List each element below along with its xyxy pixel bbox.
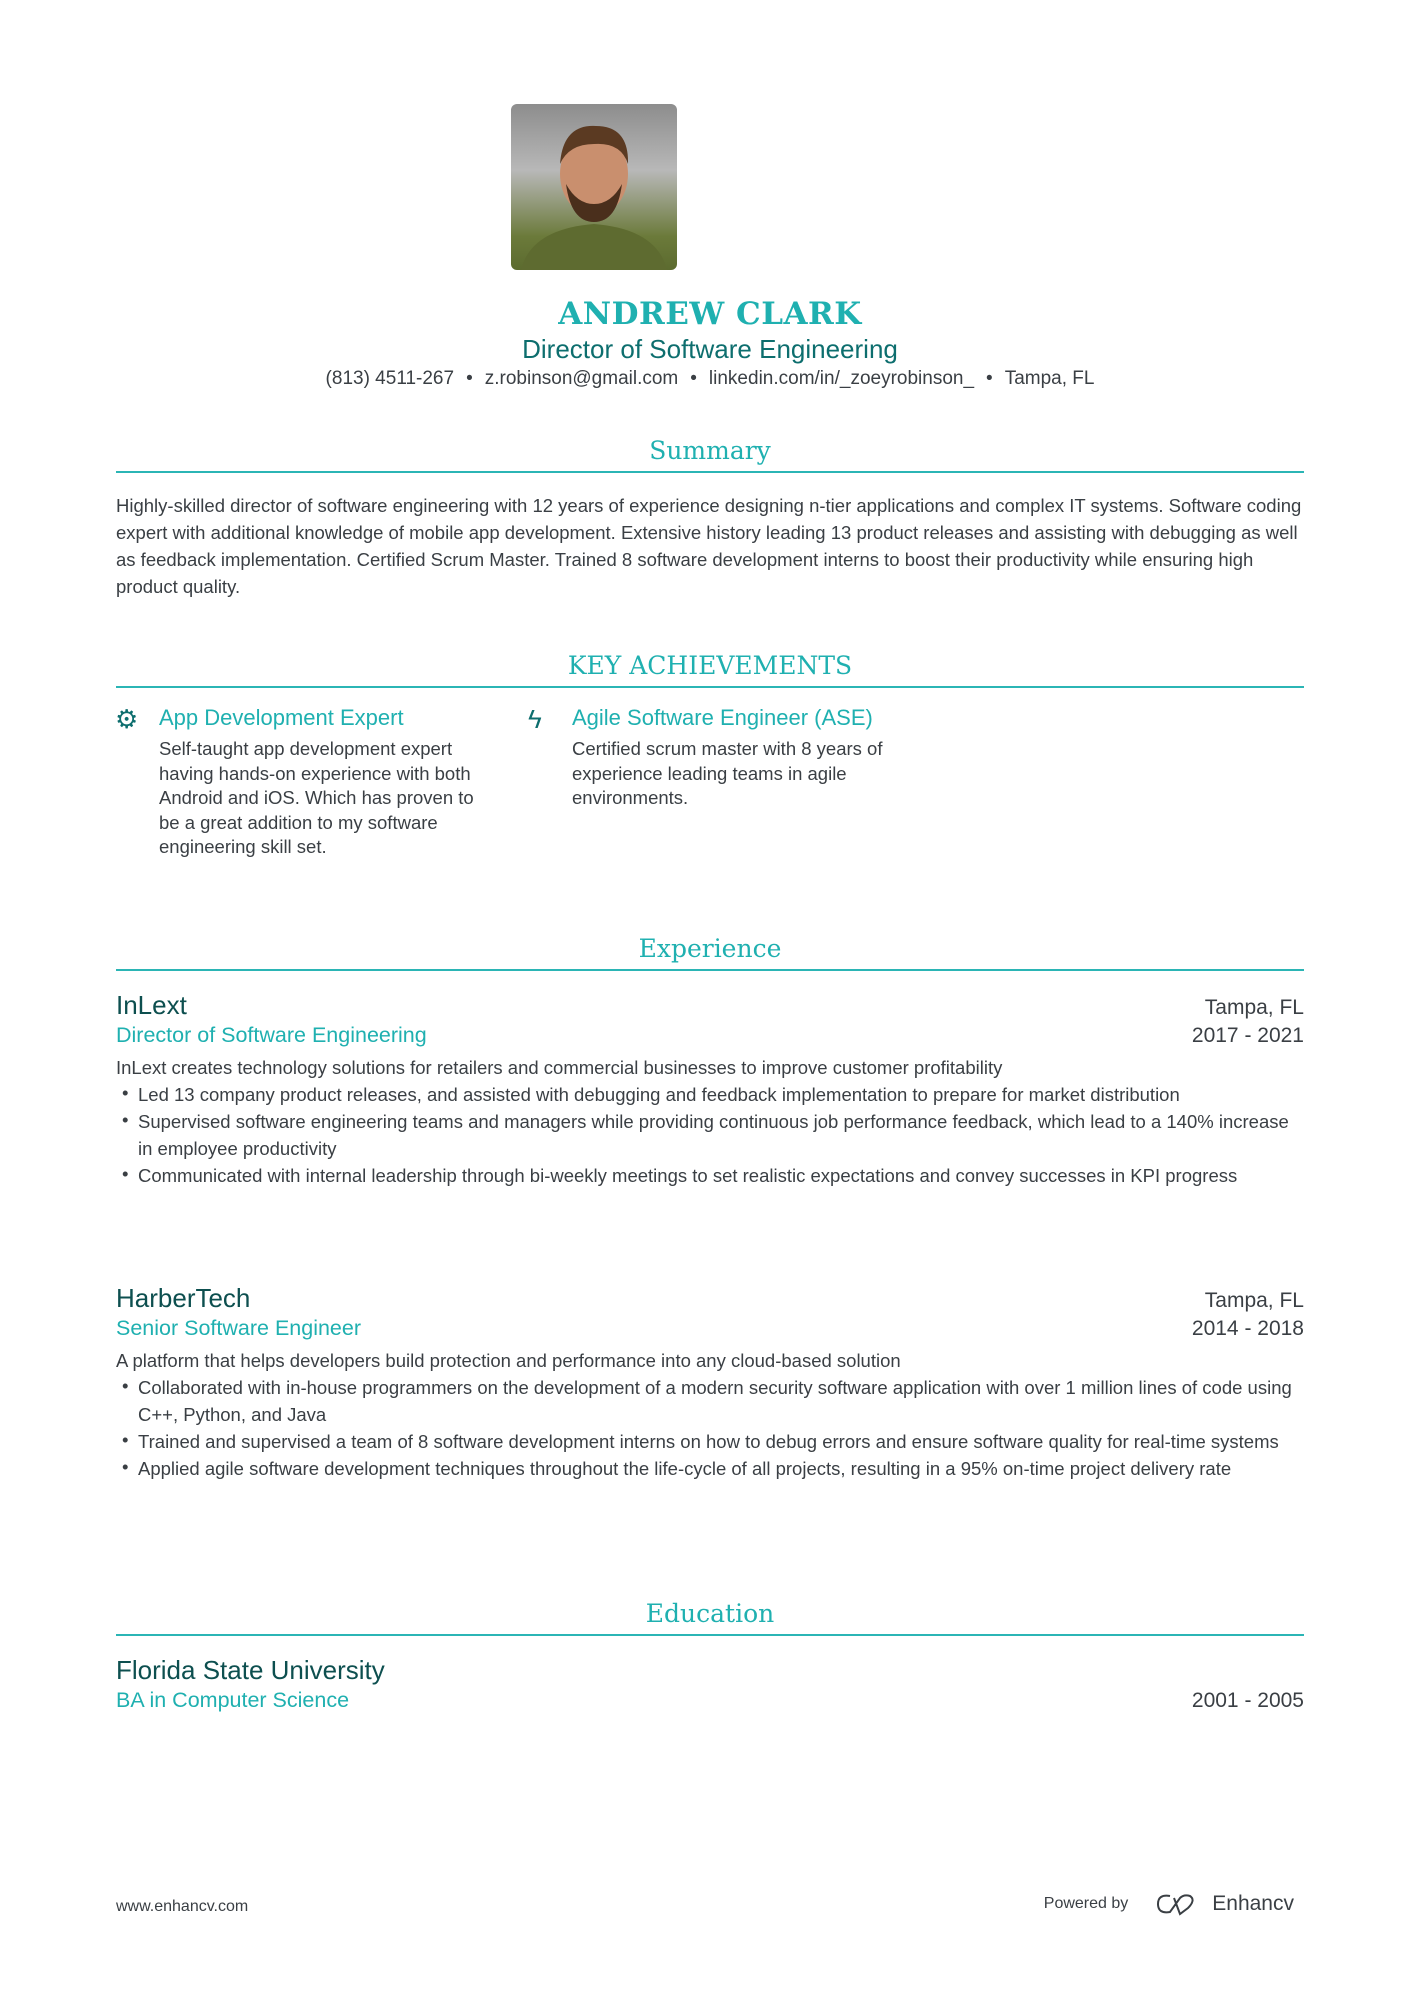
gears-icon: ⚙ — [115, 704, 139, 734]
company-description: A platform that helps developers build protection and performance into any cloud-based solution — [116, 1350, 901, 1371]
location: Tampa, FL — [1004, 368, 1095, 389]
enhancv-logo-icon — [1154, 1892, 1200, 1916]
footer-branding — [1044, 1892, 1294, 1916]
candidate-name: ANDREW CLARK — [558, 296, 862, 332]
job-bullet: • Led 13 company product releases, and assisted with debugging and feedback implementation to prepare for market distribution — [116, 1081, 1304, 1108]
bolt-icon: ϟ — [528, 704, 542, 734]
job-bullet: • Communicated with internal leadership through bi-weekly meetings to set realistic expectations and convey successes in KPI progress — [116, 1162, 1304, 1189]
achievement-item — [115, 704, 489, 860]
section-experience-heading: Experience — [116, 934, 1304, 971]
job-bullet: • Applied agile software development techniques throughout the life-cycle of all projects, resulting in a 95% on-time project delivery rate — [116, 1455, 1304, 1482]
education-dates: 2001 - 2005 — [1191, 1689, 1304, 1712]
powered-by-label: Powered by — [1043, 1895, 1129, 1912]
contact-line: (813) 4511-267 • z.robinson@gmail.com • linkedin.com/in/_zoeyrobinson_ • Tampa, FL — [325, 368, 1095, 389]
email-link[interactable]: z.robinson@gmail.com — [484, 368, 679, 389]
school-name: Florida State University — [116, 1655, 385, 1685]
job-bullet: • Trained and supervised a team of 8 software development interns on how to debug errors and ensure software quality for real-time systems — [116, 1428, 1304, 1455]
section-education-heading: Education — [116, 1599, 1304, 1636]
job-location: Tampa, FL — [1204, 1289, 1304, 1312]
degree: BA in Computer Science — [116, 1688, 350, 1712]
education-entry — [116, 1655, 1304, 1713]
achievement-item — [528, 704, 902, 811]
job-dates: 2017 - 2021 — [1191, 1024, 1304, 1047]
candidate-title: Director of Software Engineering — [522, 334, 898, 364]
linkedin-link[interactable]: linkedin.com/in/_zoeyrobinson_ — [708, 368, 975, 389]
company-name: HarberTech — [116, 1283, 251, 1313]
footer-website-link[interactable]: www.enhancv.com — [116, 1898, 249, 1915]
summary-text: Highly-skilled director of software engineering with 12 years of experience designing n-tier applications and complex IT systems. Software coding expert with additional knowledge of mobile app development. Extensive history leading 13 product releases and assisting with debugging as well as feedback implementation. Certified Scrum Master. Trained 8 software development interns to boost their productivity while ensuring high product quality. — [116, 495, 1302, 597]
person-portrait-icon — [511, 104, 677, 270]
achievement-text: Certified scrum master with 8 years of experience leading teams in agile environments. — [572, 738, 883, 808]
profile-photo — [511, 104, 677, 270]
job-role: Senior Software Engineer — [116, 1316, 362, 1340]
experience-entry — [116, 990, 1304, 1189]
enhancv-brand: Enhancv — [1212, 1892, 1294, 1915]
achievement-text: Self-taught app development expert having hands-on experience with both Android and iOS. Which has proven to be a great addition to my software engineering skill set. — [159, 738, 474, 857]
section-achievements-heading: KEY ACHIEVEMENTS — [116, 651, 1304, 688]
section-summary-heading: Summary — [116, 436, 1304, 473]
job-role: Director of Software Engineering — [116, 1023, 427, 1047]
phone: (813) 4511-267 — [325, 368, 455, 389]
job-bullet: • Collaborated with in-house programmers on the development of a modern security software application with over 1 million lines of code using C++, Python, and Java — [116, 1374, 1304, 1428]
achievement-title: App Development Expert — [159, 705, 404, 730]
company-description: InLext creates technology solutions for retailers and commercial businesses to improve customer profitability — [116, 1057, 1003, 1078]
job-location: Tampa, FL — [1204, 996, 1304, 1019]
job-bullet: • Supervised software engineering teams and managers while providing continuous job performance feedback, which lead to a 140% increase in employee productivity — [116, 1108, 1304, 1162]
experience-entry — [116, 1283, 1304, 1482]
company-name: InLext — [116, 990, 187, 1020]
job-dates: 2014 - 2018 — [1191, 1317, 1304, 1340]
achievement-title: Agile Software Engineer (ASE) — [572, 705, 873, 730]
